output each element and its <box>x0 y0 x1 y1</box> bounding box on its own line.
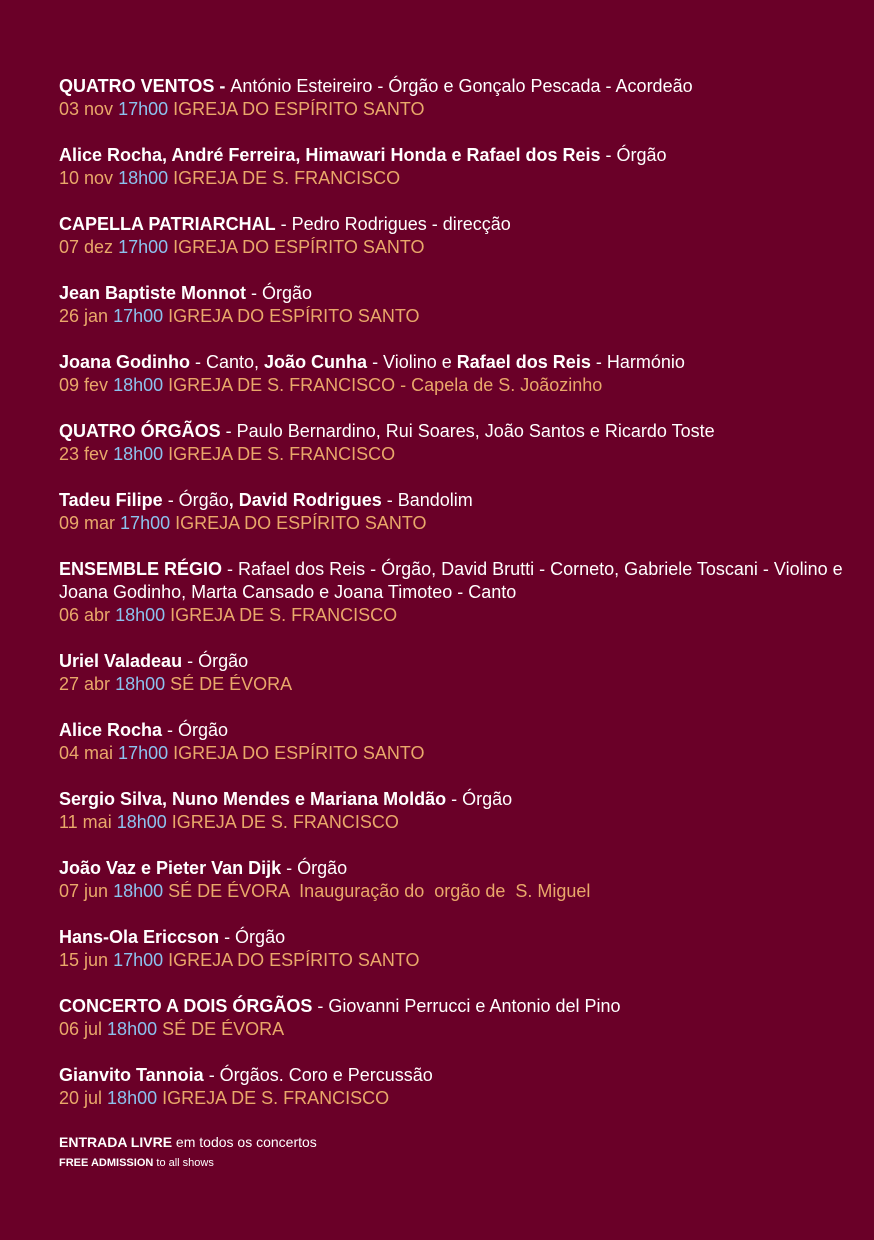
event-date: 07 dez <box>59 237 114 257</box>
event-details <box>59 604 849 627</box>
event-time: 18h00 <box>116 812 167 832</box>
event-venue: IGREJA DO ESPÍRITO SANTO <box>173 743 425 763</box>
event-details <box>59 167 849 190</box>
event-time: 18h00 <box>115 674 166 694</box>
event-performers <box>59 213 849 236</box>
event-time: 17h00 <box>118 743 169 763</box>
event-date: 07 jun <box>59 881 109 901</box>
event-details <box>59 236 849 259</box>
performer-name: Alice Rocha, André Ferreira, Himawari Honda e Rafael dos Reis <box>59 145 601 165</box>
event-item <box>59 719 849 765</box>
event-item <box>59 788 849 834</box>
event-venue: IGREJA DE S. FRANCISCO <box>173 168 401 188</box>
admission-en-text: to all shows <box>153 1157 214 1169</box>
performer-name: QUATRO VENTOS - <box>59 76 231 96</box>
performer-name: Gianvito Tannoia <box>59 1065 204 1085</box>
performer-name: João Cunha <box>264 352 368 372</box>
event-venue: IGREJA DO ESPÍRITO SANTO <box>168 306 420 326</box>
admission-pt-text: em todos os concertos <box>172 1134 317 1150</box>
event-item <box>59 1064 849 1110</box>
event-item <box>59 144 849 190</box>
event-date: 20 jul <box>59 1088 103 1108</box>
event-item <box>59 558 849 627</box>
event-details <box>59 374 849 397</box>
admission-en-bold: FREE ADMISSION <box>59 1157 154 1169</box>
event-performers <box>59 1064 849 1087</box>
event-performers <box>59 857 849 880</box>
event-performers <box>59 420 849 443</box>
event-date: 09 fev <box>59 375 109 395</box>
performer-name: Jean Baptiste Monnot <box>59 283 247 303</box>
event-details <box>59 673 849 696</box>
event-item <box>59 995 849 1041</box>
performer-name: Rafael dos Reis <box>456 352 591 372</box>
event-time: 17h00 <box>113 950 164 970</box>
performer-role: - Órgãos. Coro e Percussão <box>203 1065 433 1085</box>
event-date: 27 abr <box>59 674 111 694</box>
event-date: 11 mai <box>59 812 112 832</box>
event-venue: IGREJA DO ESPÍRITO SANTO <box>175 513 427 533</box>
event-date: 06 jul <box>59 1019 103 1039</box>
event-venue: IGREJA DE S. FRANCISCO <box>162 1088 390 1108</box>
event-venue: IGREJA DE S. FRANCISCO <box>171 812 399 832</box>
event-venue: IGREJA DE S. FRANCISCO <box>170 605 398 625</box>
event-time: 18h00 <box>107 1088 158 1108</box>
performer-name: Tadeu Filipe <box>59 490 163 510</box>
event-time: 17h00 <box>118 99 169 119</box>
admission-footer <box>59 1132 317 1171</box>
event-item <box>59 351 849 397</box>
event-date: 23 fev <box>59 444 109 464</box>
admission-note-en <box>59 1155 317 1171</box>
event-details <box>59 443 849 466</box>
event-venue: IGREJA DE S. FRANCISCO <box>168 444 396 464</box>
event-date: 10 nov <box>59 168 114 188</box>
performer-role: - Órgão <box>162 720 229 740</box>
event-performers <box>59 144 849 167</box>
performer-role: - Rafael dos Reis - Órgão, David Brutti - Corneto, Gabriele Toscani - Violino e Joana Godinho, Marta Cansado e Joana Timoteo - Canto <box>59 559 843 602</box>
performer-name: QUATRO ÓRGÃOS <box>59 421 221 441</box>
event-venue: SÉ DE ÉVORA <box>170 674 293 694</box>
event-time: 18h00 <box>113 881 164 901</box>
performer-role: - Órgão <box>246 283 313 303</box>
event-date: 26 jan <box>59 306 109 326</box>
event-performers <box>59 351 849 374</box>
performer-name: , David Rodrigues <box>228 490 382 510</box>
event-date: 03 nov <box>59 99 114 119</box>
admission-pt-bold: ENTRADA LIVRE <box>59 1134 173 1150</box>
performer-role: - Paulo Bernardino, Rui Soares, João Santos e Ricardo Toste <box>220 421 715 441</box>
event-item <box>59 213 849 259</box>
event-list <box>59 75 849 1133</box>
performer-name: Alice Rocha <box>59 720 163 740</box>
event-performers <box>59 75 849 98</box>
event-details <box>59 1018 849 1041</box>
event-item <box>59 420 849 466</box>
performer-role: - Órgão <box>446 789 513 809</box>
event-time: 18h00 <box>113 375 164 395</box>
event-venue: SÉ DE ÉVORA <box>162 1019 285 1039</box>
event-time: 18h00 <box>113 444 164 464</box>
performer-role: - Órgão <box>162 490 229 510</box>
performer-name: CAPELLA PATRIARCHAL <box>59 214 276 234</box>
event-details <box>59 811 849 834</box>
event-venue: IGREJA DE S. FRANCISCO - Capela de S. Joãozinho <box>168 375 603 395</box>
event-performers <box>59 788 849 811</box>
event-venue: IGREJA DO ESPÍRITO SANTO <box>173 237 425 257</box>
performer-role: - Órgão <box>281 858 348 878</box>
event-date: 06 abr <box>59 605 111 625</box>
performer-role: - Giovanni Perrucci e Antonio del Pino <box>312 996 621 1016</box>
event-time: 18h00 <box>115 605 166 625</box>
performer-role: - Harmónio <box>590 352 685 372</box>
performer-name: CONCERTO A DOIS ÓRGÃOS <box>59 996 313 1016</box>
performer-role: - Bandolim <box>381 490 473 510</box>
event-time: 17h00 <box>120 513 171 533</box>
event-performers <box>59 282 849 305</box>
performer-name: Joana Godinho <box>59 352 191 372</box>
event-performers <box>59 558 849 604</box>
admission-note-pt <box>59 1132 317 1152</box>
event-details <box>59 880 849 903</box>
event-venue: IGREJA DO ESPÍRITO SANTO <box>173 99 425 119</box>
performer-name: Sergio Silva, Nuno Mendes e Mariana Moldão <box>59 789 447 809</box>
event-venue: IGREJA DO ESPÍRITO SANTO <box>168 950 420 970</box>
event-details <box>59 949 849 972</box>
event-details <box>59 742 849 765</box>
event-time: 17h00 <box>118 237 169 257</box>
event-details <box>59 1087 849 1110</box>
performer-name: Uriel Valadeau <box>59 651 183 671</box>
event-item <box>59 75 849 121</box>
event-item <box>59 857 849 903</box>
event-date: 09 mar <box>59 513 116 533</box>
event-details <box>59 512 849 535</box>
performer-role: - Órgão <box>219 927 286 947</box>
event-date: 04 mai <box>59 743 114 763</box>
performer-role: António Esteireiro - Órgão e Gonçalo Pescada - Acordeão <box>230 76 693 96</box>
event-time: 18h00 <box>118 168 169 188</box>
performer-name: Hans-Ola Ericcson <box>59 927 220 947</box>
performer-role: - Violino e <box>367 352 457 372</box>
event-item <box>59 926 849 972</box>
performer-role: - Órgão <box>600 145 667 165</box>
event-item <box>59 650 849 696</box>
performer-role: - Órgão <box>182 651 249 671</box>
event-venue: SÉ DE ÉVORA Inauguração do orgão de S. Miguel <box>168 881 591 901</box>
event-details <box>59 305 849 328</box>
event-details <box>59 98 849 121</box>
event-time: 17h00 <box>113 306 164 326</box>
event-performers <box>59 719 849 742</box>
event-performers <box>59 926 849 949</box>
event-performers <box>59 650 849 673</box>
performer-role: - Canto, <box>190 352 265 372</box>
performer-name: ENSEMBLE RÉGIO <box>59 559 223 579</box>
event-performers <box>59 489 849 512</box>
event-date: 15 jun <box>59 950 109 970</box>
event-time: 18h00 <box>107 1019 158 1039</box>
event-item <box>59 489 849 535</box>
performer-role: - Pedro Rodrigues - direcção <box>275 214 511 234</box>
performer-name: João Vaz e Pieter Van Dijk <box>59 858 282 878</box>
event-performers <box>59 995 849 1018</box>
event-item <box>59 282 849 328</box>
